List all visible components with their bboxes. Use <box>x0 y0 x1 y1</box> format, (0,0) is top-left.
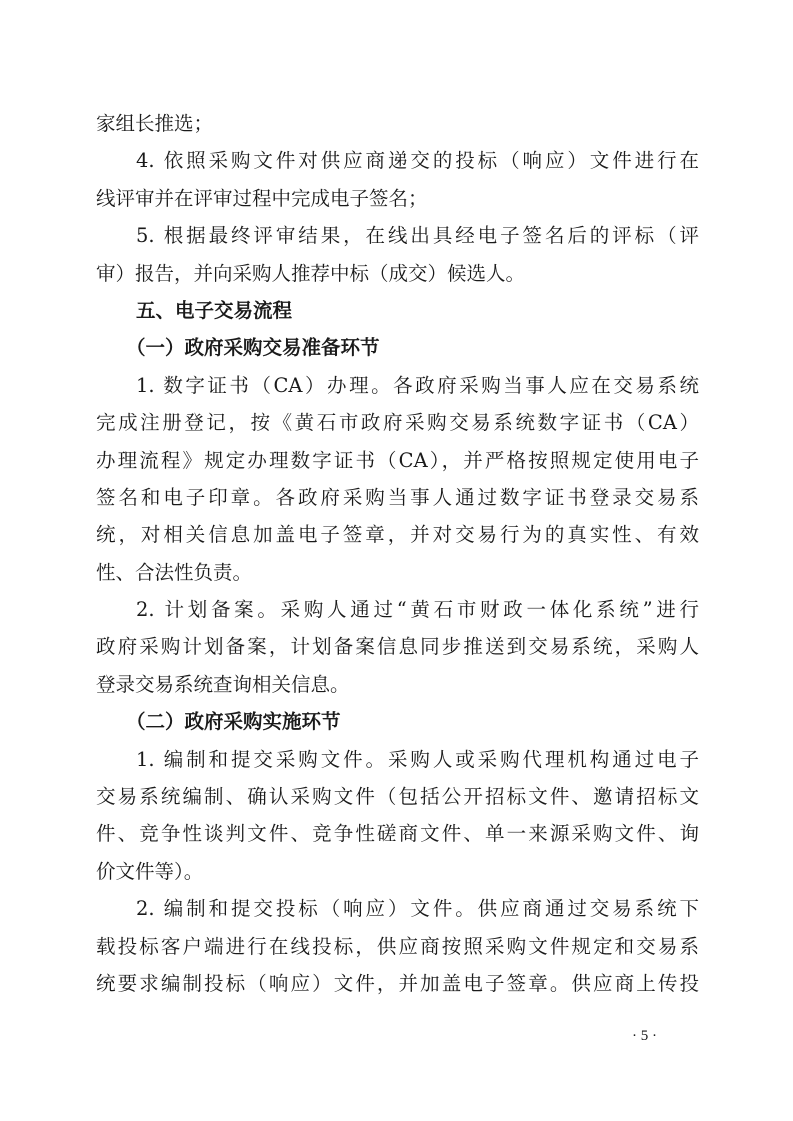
text-line: 4. 依照采购文件对供应商递交的投标（响应）文件进行在 <box>136 149 699 173</box>
body-text <box>96 105 699 1002</box>
page-number: · 5 · <box>632 1028 657 1044</box>
text-line: 价文件等）。 <box>96 859 204 883</box>
text-line: 1. 数字证书（CA）办理。各政府采购当事人应在交易系统 <box>136 373 699 397</box>
text-line: 签名和电子印章。各政府采购当事人通过数字证书登录交易系 <box>96 485 699 509</box>
text-line: 登录交易系统查询相关信息。 <box>96 672 350 696</box>
text-line: 2. 编制和提交投标（响应）文件。供应商通过交易系统下 <box>136 897 699 921</box>
text-line: 5. 根据最终评审结果，在线出具经电子签名后的评标（评 <box>136 224 699 248</box>
text-line: 统，对相关信息加盖电子签章，并对交易行为的真实性、有效 <box>96 523 699 547</box>
text-line: 件、竞争性谈判文件、竞争性磋商文件、单一来源采购文件、询 <box>96 822 699 846</box>
text-line: 完成注册登记，按《黄石市政府采购交易系统数字证书（CA） <box>96 411 699 435</box>
text-line: 性、合法性负责。 <box>96 560 253 584</box>
text-line: 载投标客户端进行在线投标，供应商按照采购文件规定和交易系 <box>96 934 699 958</box>
text-line: 2. 计划备案。采购人通过“黄石市财政一体化系统”进行 <box>136 598 699 622</box>
text-line: 1. 编制和提交采购文件。采购人或采购代理机构通过电子 <box>136 747 699 771</box>
section-heading: 五、电子交易流程 <box>136 298 293 322</box>
text-line: 统要求编制投标（响应）文件，并加盖电子签章。供应商上传投 <box>96 971 699 995</box>
text-line: 审）报告，并向采购人推荐中标（成交）候选人。 <box>96 261 526 285</box>
subsection-heading: （一）政府采购交易准备环节 <box>126 336 380 360</box>
subsection-heading: （二）政府采购实施环节 <box>126 710 341 734</box>
text-line: 家组长推选； <box>96 112 214 135</box>
text-line: 线评审并在评审过程中完成电子签名； <box>96 186 428 210</box>
text-line: 交易系统编制、确认采购文件（包括公开招标文件、邀请招标文 <box>96 785 699 809</box>
text-line: 办理流程》规定办理数字证书（CA），并严格按照规定使用电子 <box>96 448 699 472</box>
text-line: 政府采购计划备案，计划备案信息同步推送到交易系统，采购人 <box>96 635 699 659</box>
